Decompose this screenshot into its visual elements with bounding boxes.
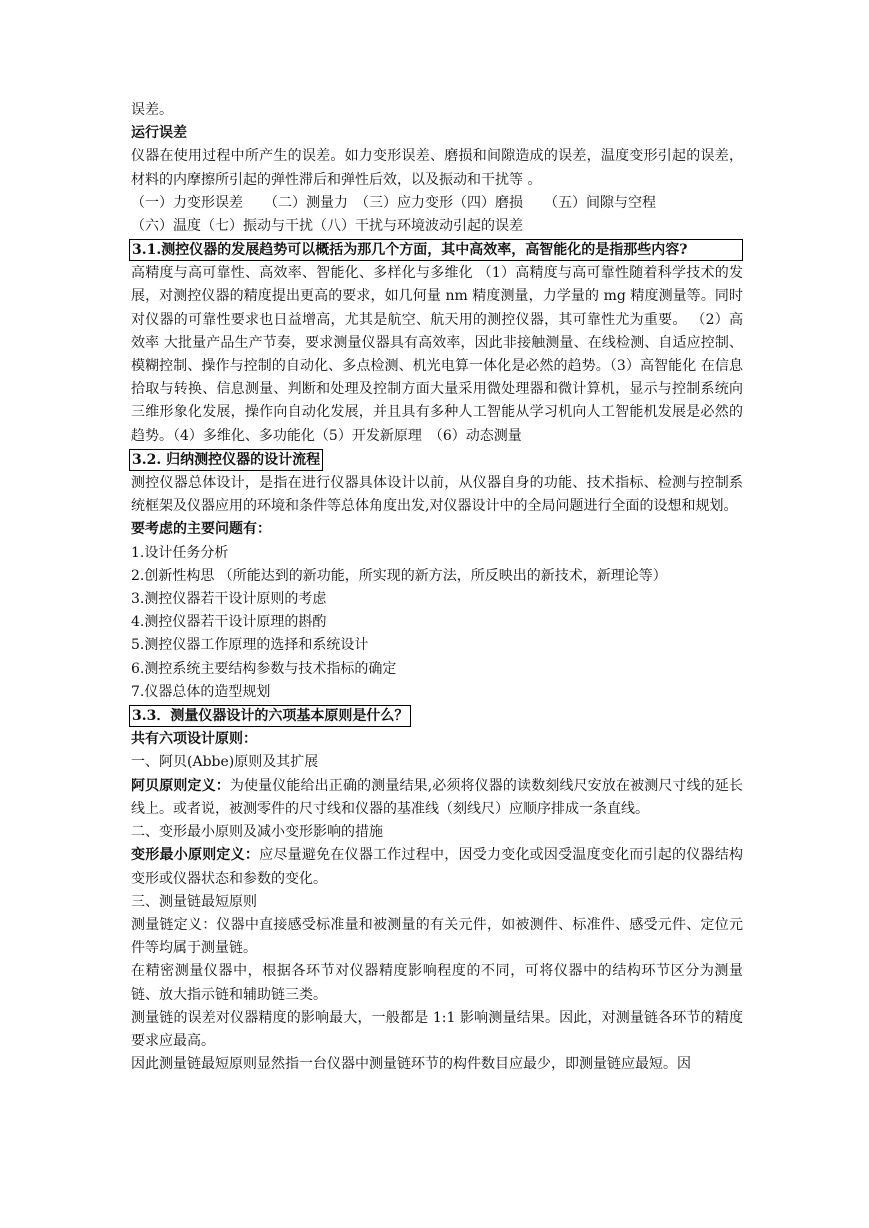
list-item: 6.测控系统主要结构参数与技术指标的确定 <box>131 660 397 677</box>
principle-title: 一、阿贝(Abbe)原则及其扩展 <box>131 754 319 771</box>
definition-lead: 变形最小原则定义： <box>131 847 260 864</box>
question-heading-3-1: 3.1.测控仪器的发展趋势可以概括为那几个方面，其中高效率，高智能化的是指那些内容? <box>129 239 743 261</box>
section-heading: 运行误差 <box>131 125 187 142</box>
text-line: 误差。 <box>131 102 173 118</box>
principle-definition <box>131 844 743 890</box>
list-item: 4.测控仪器若干设计原理的斟酌 <box>131 614 327 631</box>
paragraph: 高精度与高可靠性、高效率、智能化、多样化与多维化 （1）高精度与高可靠性随着科学技术的发展，对测控仪器的精度提出更高的要求，如几何量 nm 精度测量，力学量的 mg 精度测量等。同时对仪器的可靠性要求也日益增高，尤其是航空、航天用的测控仪器，其可靠性尤为重要。 （2）高效率 大批量产品生产节奏，要求测量仪器具有高效率，因此非接触测量、在线检测、自适应控制、模糊控制、操作与控制的自动化、多点检测、机光电算一体化是必然的趋势。（3）高智能化 在信息拾取与转换、信息测量、判断和处理及控制方面大量采用微处理器和微计算机，显示与控制系统向三维形象化发展，操作向自动化发展，并且具有多种人工智能从学习机向人工智能机发展是必然的趋势。（4）多维化、多功能化（5）开发新原理 （6）动态测量 <box>131 265 743 444</box>
principle-title: 三、测量链最短原则 <box>131 893 257 910</box>
definition-text: 应尽量避免在仪器工作过程中，因受力变化或因受温度变化而引起的仪器结构变形或仪器状态和参数的变化。 <box>131 847 744 887</box>
paragraph: 在精密测量仪器中，根据各环节对仪器精度影响程度的不同，可将仪器中的结构环节区分为测量链、放大指示链和辅助链三类。 <box>131 963 743 1003</box>
principle-title: 二、变形最小原则及减小变形影响的措施 <box>131 824 383 841</box>
question-heading-3-2: 3.2. 归纳测控仪器的设计流程 <box>129 449 323 471</box>
section-heading: 共有六项设计原则： <box>131 731 257 748</box>
document-page <box>131 99 743 1076</box>
definition-text: 为使量仪能给出正确的测量结果,必须将仪器的读数刻线尺安放在被测尺寸线的延长线上。或者说，被测零件的尺寸线和仪器的基准线（刻线尺）应顺序排成一条直线。 <box>131 777 743 817</box>
error-list-line: （六）温度（七）振动与干扰（八）干扰与环境波动引起的误差 <box>131 218 523 235</box>
paragraph: 测量链定义：仪器中直接感受标准量和被测量的有关元件，如被测件、标准件、感受元件、定位元件等均属于测量链。 <box>131 916 743 957</box>
paragraph: 因此测量链最短原则显然指一台仪器中测量链环节的构件数目应最少，即测量链应最短。因 <box>131 1056 691 1073</box>
error-list-line: （一）力变形误差 （二）测量力 （三）应力变形（四）磨损 （五）间隙与空程 <box>131 194 656 211</box>
definition-lead: 阿贝原则定义： <box>131 777 230 794</box>
paragraph: 测控仪器总体设计，是指在进行仪器具体设计以前，从仪器自身的功能、技术指标、检测与控制系统框架及仪器应用的环境和条件等总体角度出发,对仪器设计中的全局问题进行全面的设想和规划。 <box>131 475 743 515</box>
principle-definition <box>131 775 743 821</box>
paragraph: 仪器在使用过程中所产生的误差。如力变形误差、磨损和间隙造成的误差，温度变形引起的误差，材料的内摩擦所引起的弹性滞后和弹性后效，以及振动和干扰等 。 <box>131 148 743 188</box>
list-item: 7.仪器总体的造型规划 <box>131 683 271 700</box>
question-heading-3-3: 3.3．测量仪器设计的六项基本原则是什么？ <box>129 705 411 727</box>
paragraph: 测量链的误差对仪器精度的影响最大，一般都是 1:1 影响测量结果。因此，对测量链各环节的精度要求应最高。 <box>131 1009 743 1049</box>
section-heading: 要考虑的主要问题有： <box>131 521 271 538</box>
list-item: 5.测控仪器工作原理的选择和系统设计 <box>131 637 369 654</box>
list-item: 3.测控仪器若干设计原则的考虑 <box>131 591 327 608</box>
list-item: 1.设计任务分析 <box>131 544 229 561</box>
list-item: 2.创新性构思 （所能达到的新功能，所实现的新方法，所反映出的新技术，新理论等） <box>131 567 667 584</box>
